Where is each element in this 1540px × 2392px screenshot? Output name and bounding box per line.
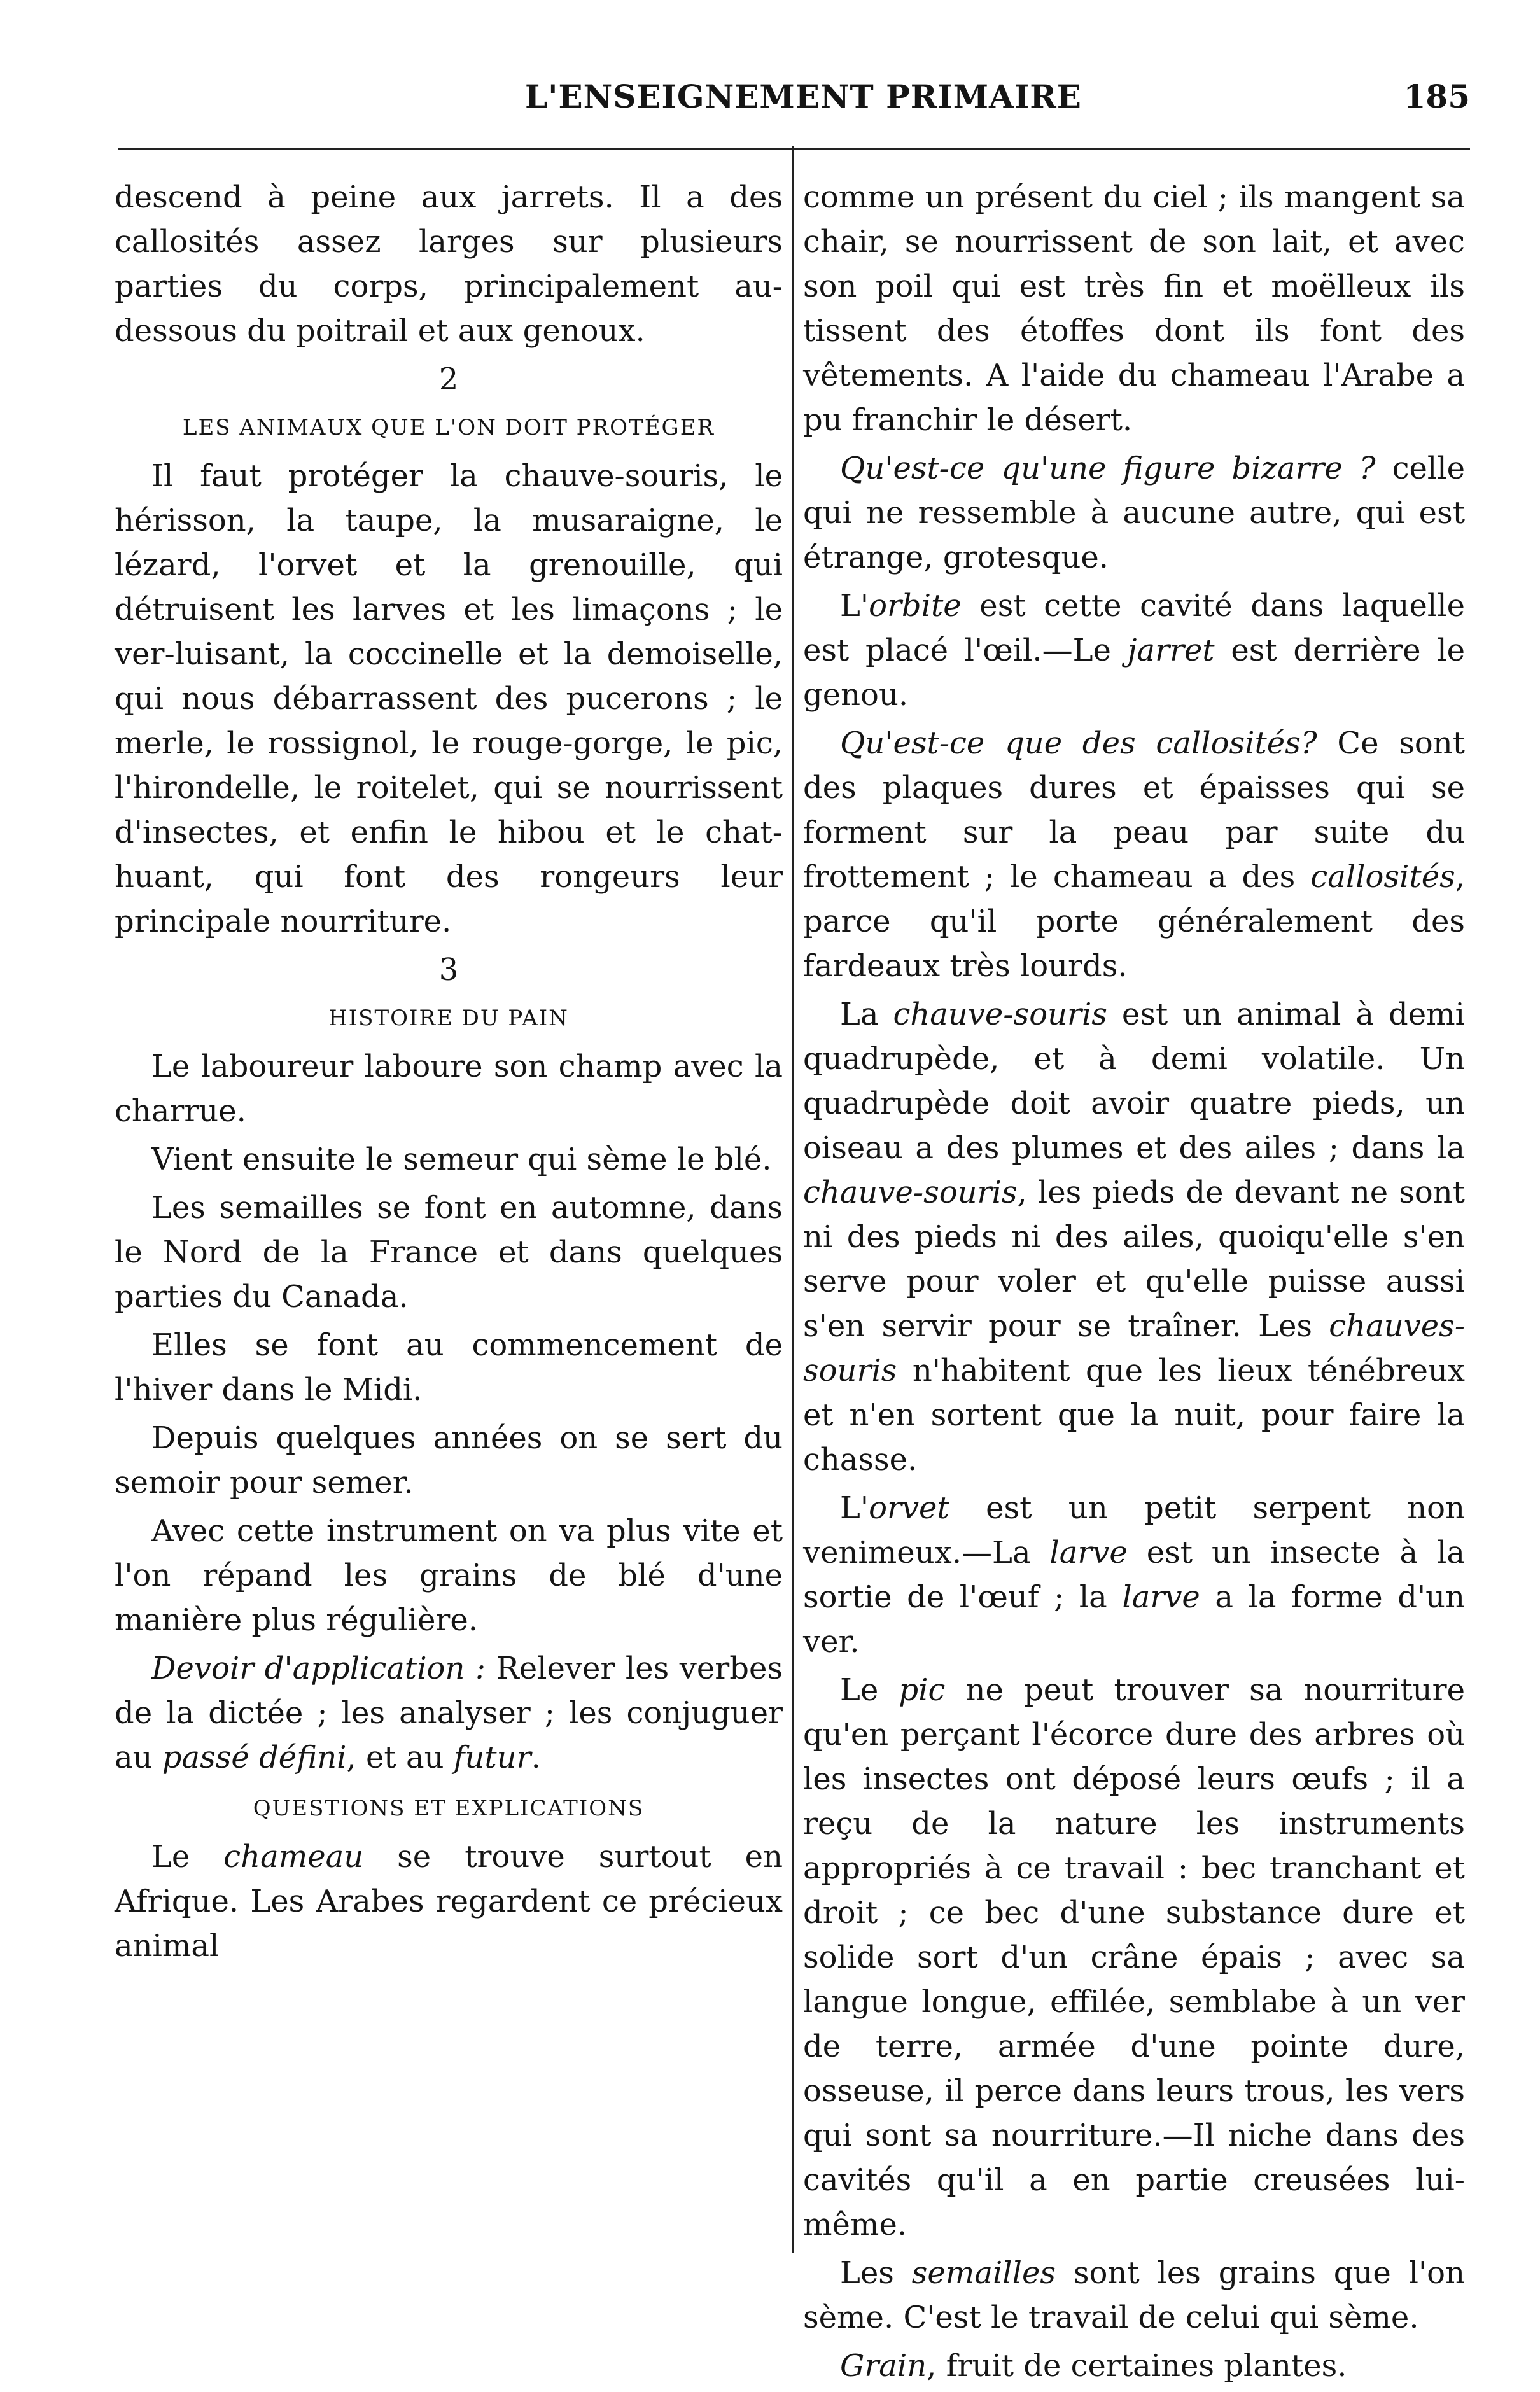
right-column — [803, 175, 1465, 2392]
text-run: , et au — [346, 1740, 454, 1775]
paragraph — [803, 721, 1465, 988]
text-run: est un petit serpent non venimeux.—La — [803, 1490, 1465, 1570]
text-run: est un insecte à la sortie de l'œuf ; la — [803, 1535, 1465, 1615]
emphasis: chameau — [223, 1839, 364, 1875]
emphasis: chauve-souris — [803, 1175, 1018, 1210]
text-run: Le — [151, 1839, 224, 1875]
text-run: , parce qu'il porte généralement des fardeaux très lourds. — [803, 859, 1465, 984]
text-run: La — [840, 997, 893, 1032]
text-run: Le — [840, 1672, 899, 1708]
emphasis: larve — [1049, 1535, 1128, 1570]
paragraph: Vient ensuite le semeur qui sème le blé. — [151, 1142, 772, 1177]
emphasis: orbite — [869, 588, 962, 624]
emphasis: semailles — [911, 2255, 1056, 2291]
section-title: HISTOIRE DU PAIN — [328, 1005, 569, 1031]
paragraph — [803, 446, 1465, 580]
paragraph — [803, 992, 1465, 1482]
emphasis: chauve-souris — [893, 997, 1107, 1032]
left-column — [115, 175, 783, 1972]
question: Qu'est-ce qu'une figure bizarre ? — [840, 451, 1376, 486]
text-run: est cette cavité dans laquelle est placé l'œil.—Le — [803, 588, 1465, 668]
paragraph — [803, 2251, 1465, 2340]
paragraph: Les semailles se font en automne, dans le Nord de la France et dans quelques parties du Canada. — [115, 1190, 783, 1315]
text-run: Les — [840, 2255, 912, 2291]
text-run: est un animal à demi quadrupède, et à demi volatile. Un quadrupède doit avoir quatre pieds, un oiseau a des plumes et des ailes ; dans la — [803, 997, 1465, 1166]
paragraph: Elles se font au commencement de l'hiver dans le Midi. — [115, 1327, 783, 1408]
emphasis: jarret — [1127, 633, 1215, 668]
paragraph — [803, 584, 1465, 717]
paragraph — [803, 2344, 1465, 2388]
emphasis: passé défini — [162, 1740, 347, 1775]
text-run: , les pieds de devant ne sont ni des pieds ni des ailes, quoiqu'elle s'en serve pour voler et qu'elle puisse aussi s'en servir pour se traîner. Les — [803, 1175, 1465, 1344]
text-run: est derrière le genou. — [803, 633, 1465, 713]
exercise-text: Relever les verbes de la dictée ; les analyser ; les conjuguer au — [115, 1651, 783, 1775]
paragraph: Depuis quelques années on se sert du semoir pour semer. — [115, 1420, 783, 1500]
paragraph: Il faut protéger la chauve-souris, le hérisson, la taupe, la musaraigne, le lézard, l'orvet et la grenouille, qui détruisent les larves et les limaçons ; le ver-luisant, la coccinelle et la demoiselle, qui nous débarrassent des pucerons ; le merle, le rossignol, le rouge-gorge, le pic, l'hirondelle, le roitelet, qui se nourrissent d'insectes, et enfin le hibou et le chat-huant, qui font des rongeurs leur principale nourriture. — [115, 458, 783, 939]
text-run: Ce sont des plaques dures et épaisses qui se forment sur la peau par suite du frottement ; le chameau a des — [803, 725, 1465, 895]
text-run: a la forme d'un ver. — [803, 1579, 1465, 1660]
section-number: 3 — [438, 952, 459, 988]
section-number: 2 — [438, 361, 459, 397]
section-title: QUESTIONS ET EXPLICATIONS — [253, 1796, 645, 1821]
text-run: celle qui ne ressemble à aucune autre, qui est étrange, grotesque. — [803, 451, 1466, 575]
text-run: ne peut trouver sa nourriture qu'en perçant l'écorce dure des arbres où les insectes ont déposé leurs œufs ; il a reçu de la nature les instruments appropriés à ce travail : bec tranchant et droit ; ce bec d'une substance dure et solide sort d'un crâne épais ; avec sa langue longue, effilée, semblabe à un ver de terre, armée d'une pointe dure, osseuse, il perce dans leurs trous, les vers qui sont sa nourriture.—Il niche dans des cavités qu'il a en partie creusées lui-même. — [803, 1672, 1465, 2242]
text-run: sont les grains que l'on sème. C'est le travail de celui qui sème. — [803, 2255, 1465, 2335]
exercise-paragraph — [115, 1646, 783, 1780]
text-run: L' — [840, 1490, 869, 1526]
page-number: 185 — [1403, 78, 1470, 115]
paragraph: descend à peine aux jarrets. Il a des callosités assez larges sur plusieurs parties du corps, principalement au-dessous du poitrail et aux genoux. — [115, 179, 783, 349]
question: Qu'est-ce que des callosités? — [840, 725, 1317, 761]
running-title: L'ENSEIGNEMENT PRIMAIRE — [525, 78, 1082, 115]
text-run: . — [531, 1740, 541, 1775]
text-run: n'habitent que les lieux ténébreux et n'en sortent que la nuit, pour faire la chasse. — [803, 1353, 1465, 1478]
paragraph — [803, 1668, 1465, 2247]
emphasis: pic — [899, 1672, 946, 1708]
page-header — [118, 71, 1470, 129]
emphasis: larve — [1122, 1579, 1200, 1615]
paragraph — [803, 1486, 1465, 1664]
emphasis: futur — [453, 1740, 531, 1775]
paragraph: Avec cette instrument on va plus vite et l'on répand les grains de blé d'une manière plus régulière. — [115, 1513, 783, 1638]
paragraph — [115, 1835, 783, 1968]
text-run: L' — [840, 588, 869, 624]
emphasis: callosités — [1310, 859, 1455, 895]
text-run: se trouve surtout en Afrique. Les Arabes regardent ce précieux animal — [115, 1839, 783, 1964]
section-title: LES ANIMAUX QUE L'ON DOIT PROTÉGER — [182, 415, 715, 440]
column-divider — [792, 146, 794, 2253]
emphasis: orvet — [869, 1490, 949, 1526]
paragraph: comme un présent du ciel ; ils mangent sa chair, se nourrissent de son lait, et avec son poil qui est très fin et moëlleux ils tissent des étoffes dont ils font des vêtements. A l'aide du chameau l'Arabe a pu franchir le désert. — [803, 179, 1465, 438]
emphasis: chauves-souris — [803, 1308, 1465, 1388]
paragraph: Le laboureur laboure son champ avec la charrue. — [115, 1049, 783, 1129]
emphasis: Grain — [840, 2348, 927, 2384]
exercise-label: Devoir d'application : — [151, 1651, 486, 1686]
text-run: , fruit de certaines plantes. — [927, 2348, 1347, 2384]
